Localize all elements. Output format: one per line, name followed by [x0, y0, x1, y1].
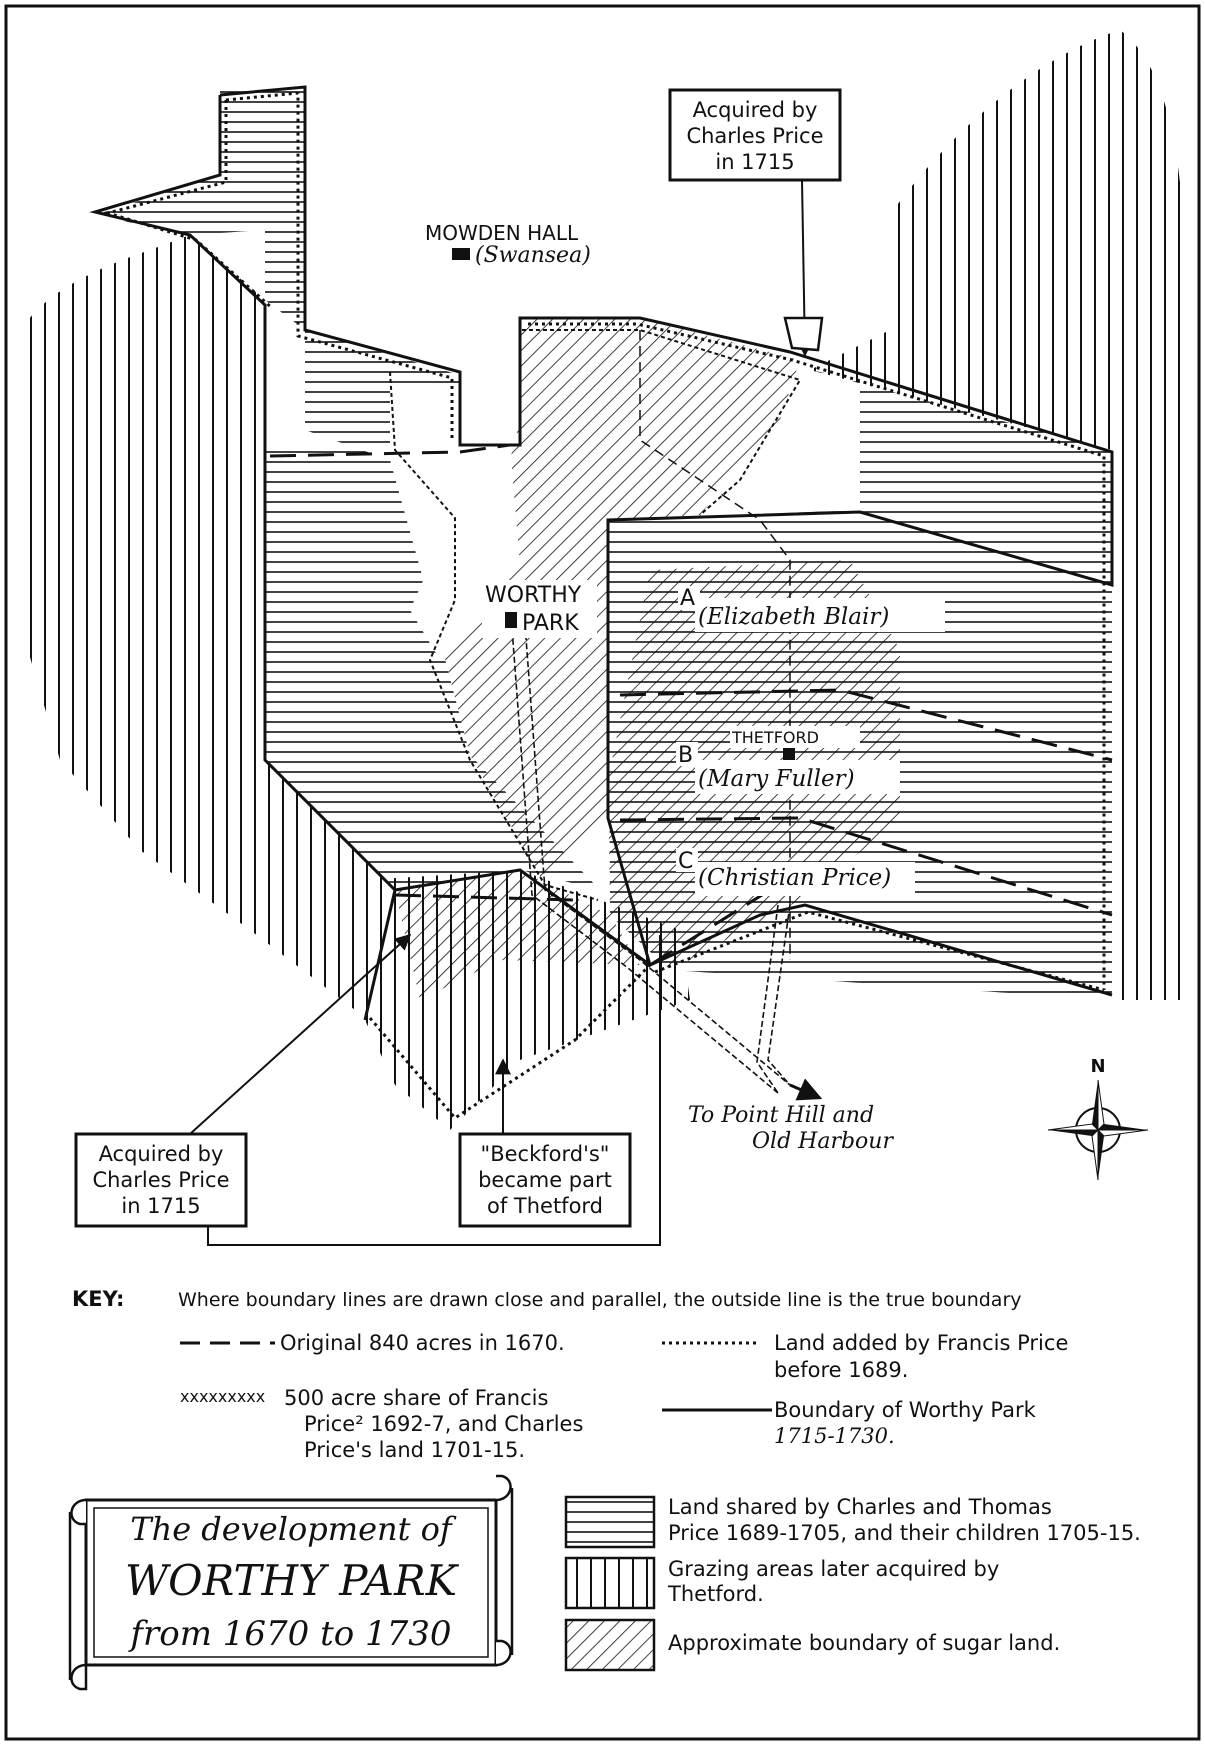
title-scroll	[70, 1476, 512, 1689]
key-original-840: Original 840 acres in 1670.	[280, 1331, 565, 1355]
label-to-point-hill: To Point Hill and	[688, 1103, 875, 1128]
key-share-line2: Price² 1692-7, and Charles	[304, 1412, 584, 1436]
callout-acquired-top-line1: Acquired by	[692, 98, 818, 122]
key-swatch-sugar	[566, 1620, 654, 1670]
key-added-line1: Land added by Francis Price	[774, 1331, 1069, 1355]
key-swatch-shared	[566, 1497, 654, 1547]
title-line3: from 1670 to 1730	[130, 1614, 452, 1654]
callout-beckford-line3: of Thetford	[486, 1194, 604, 1218]
key-added-line2: before 1689.	[774, 1358, 909, 1382]
thetford-marker	[783, 748, 795, 762]
callout-acquired-bottom-line3: in 1715	[121, 1194, 201, 1218]
label-worthy: WORTHY	[485, 583, 582, 608]
key-sugar: Approximate boundary of sugar land.	[668, 1631, 1061, 1655]
label-old-harbour: Old Harbour	[752, 1129, 893, 1154]
road-arrow	[790, 1085, 820, 1098]
label-elizabeth-blair: (Elizabeth Blair)	[698, 604, 890, 630]
label-thetford: THETFORD	[732, 728, 819, 747]
callout-beckford-line1: "Beckford's"	[480, 1142, 610, 1166]
label-park: PARK	[522, 611, 579, 636]
key-swatch-grazing	[566, 1558, 654, 1608]
compass-rose	[1048, 1080, 1148, 1180]
key-shared-line2: Price 1689-1705, and their children 1705-15.	[668, 1521, 1141, 1545]
title-line1: The development of	[130, 1510, 452, 1548]
key-boundary-line1: Boundary of Worthy Park	[774, 1398, 1036, 1422]
label-mary-fuller: (Mary Fuller)	[698, 766, 855, 792]
label-b: B	[678, 743, 694, 768]
callout-acquired-top	[670, 90, 840, 355]
key-intro: Where boundary lines are drawn close and parallel, the outside line is the true boundary	[178, 1289, 1022, 1311]
key-boundary-line2: 1715-1730.	[774, 1424, 895, 1448]
callout-acquired-top-line2: Charles Price	[686, 124, 824, 148]
key-title: KEY:	[72, 1287, 125, 1311]
key-share-marks: xxxxxxxxx	[180, 1387, 266, 1406]
title-line2: WORTHY PARK	[125, 1556, 457, 1605]
label-mowden-hall: MOWDEN HALL	[425, 221, 579, 245]
label-c: C	[678, 849, 694, 874]
key-share-line3: Price's land 1701-15.	[304, 1438, 526, 1462]
callout-beckford-line2: became part	[478, 1168, 612, 1192]
label-christian-price: (Christian Price)	[698, 865, 892, 891]
label-swansea: (Swansea)	[475, 243, 591, 268]
worthy-park-house-marker	[505, 612, 517, 628]
callout-acquired-bottom-line1: Acquired by	[98, 1142, 224, 1166]
key-grazing-line2: Thetford.	[668, 1582, 764, 1606]
key-shared-line1: Land shared by Charles and Thomas	[668, 1495, 1052, 1519]
callout-acquired-top-line3: in 1715	[715, 150, 795, 174]
mowden-hall-marker	[452, 248, 470, 260]
label-a: A	[680, 586, 696, 611]
compass-north-label: N	[1090, 1056, 1106, 1077]
callout-acquired-bottom-line2: Charles Price	[92, 1168, 230, 1192]
key-grazing-line1: Grazing areas later acquired by	[668, 1557, 1000, 1581]
key-share-line1: 500 acre share of Francis	[284, 1386, 549, 1410]
